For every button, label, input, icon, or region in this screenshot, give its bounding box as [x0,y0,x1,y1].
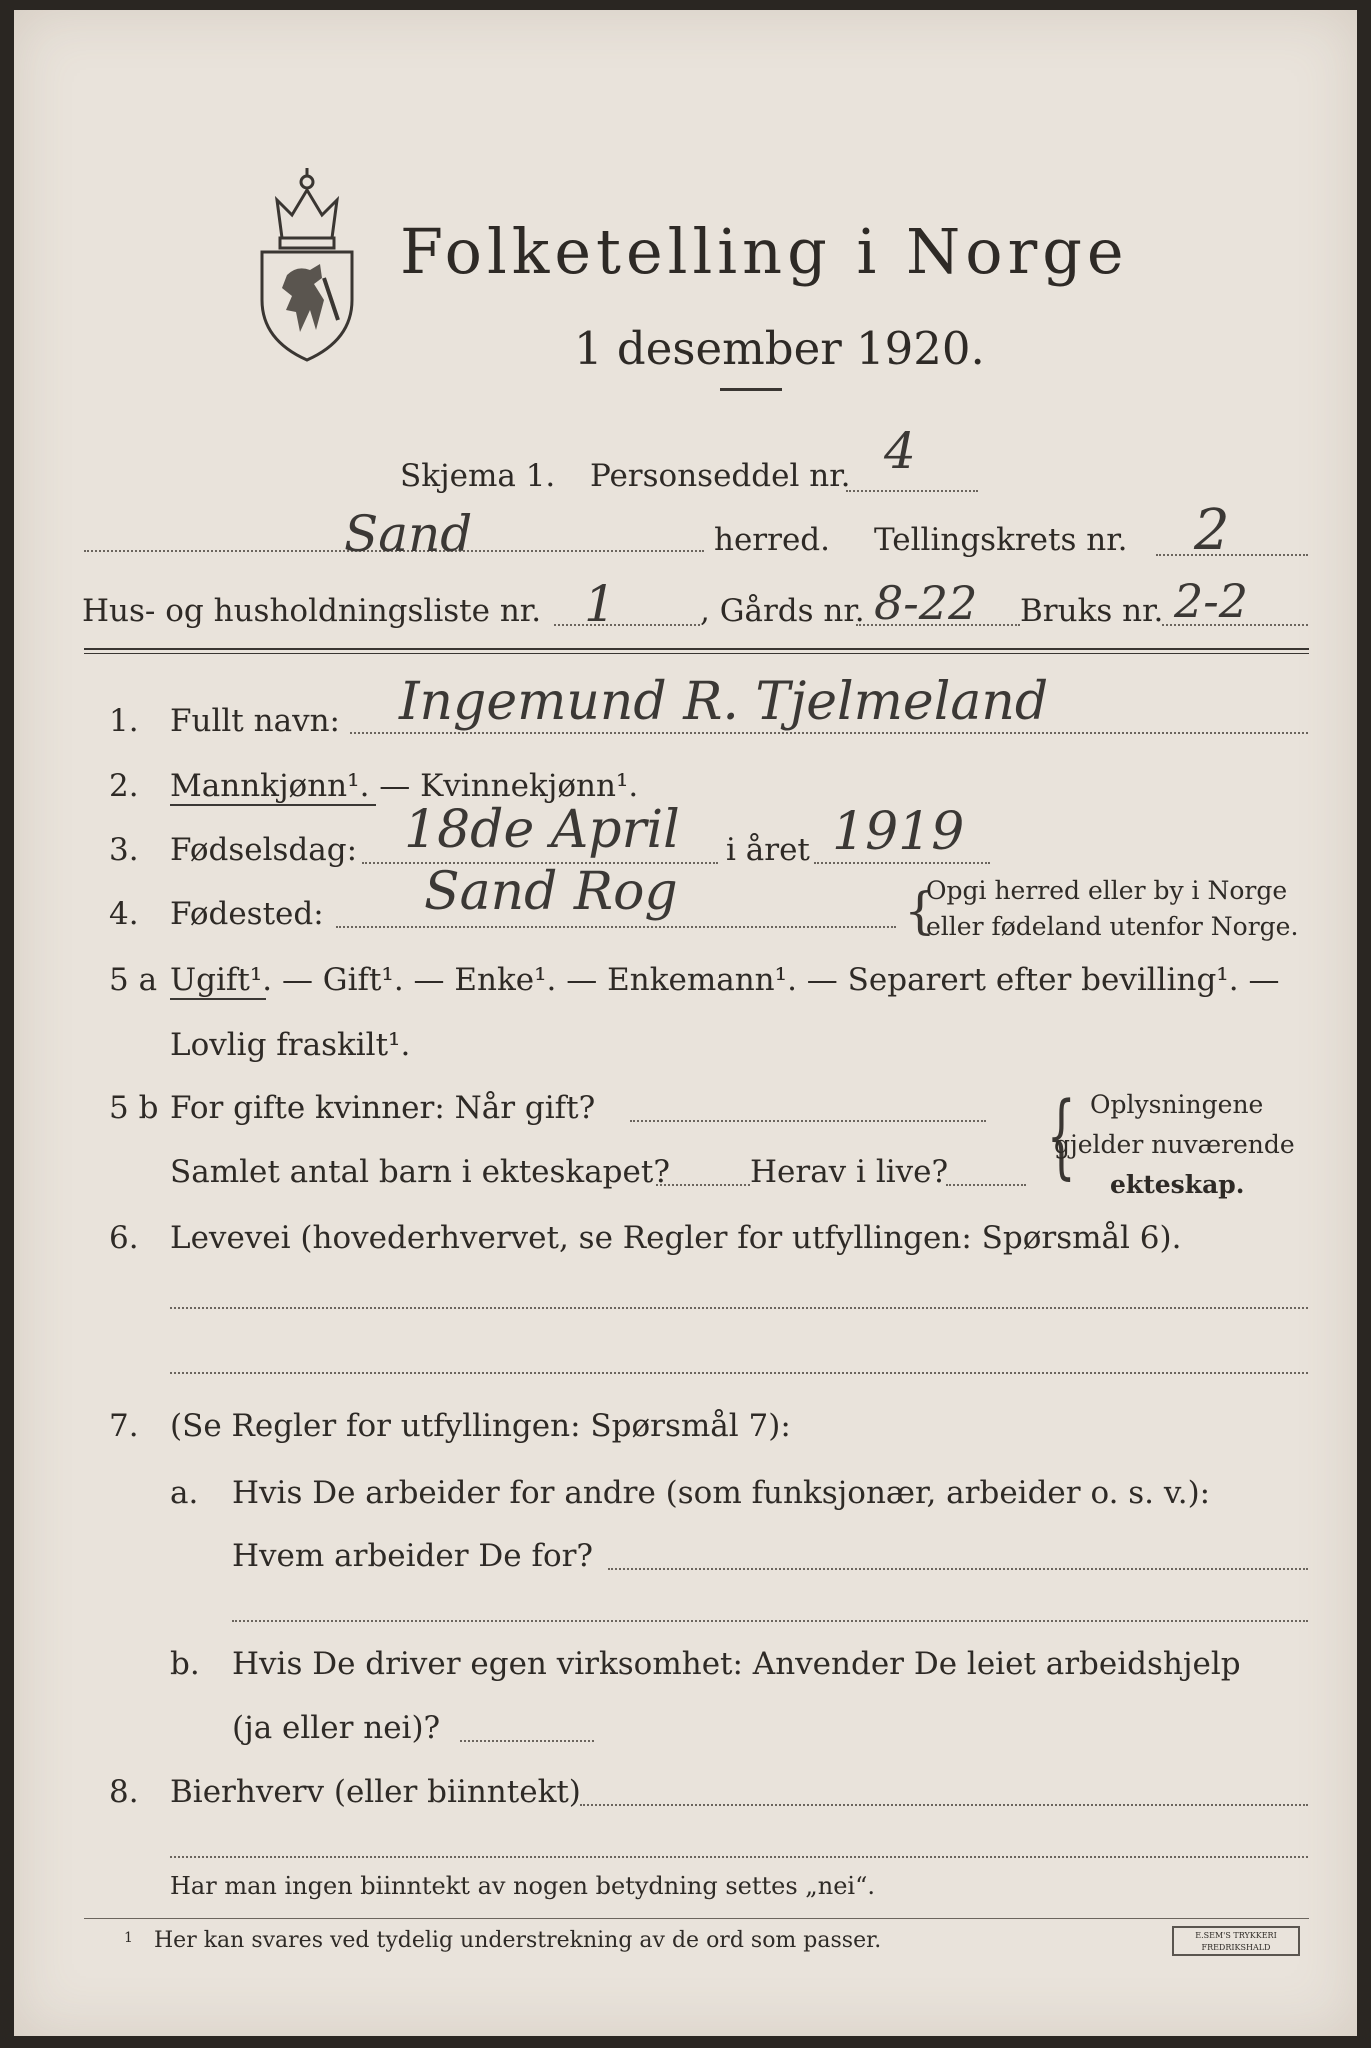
header-rule-top [84,648,1309,650]
tellingskrets-value[interactable]: 2 [1194,498,1230,563]
q5a-text-line2: Lovlig fraskilt¹. [170,1027,411,1063]
q7a-letter: a. [170,1475,199,1511]
q3-year-value[interactable]: 1919 [832,802,965,862]
q8-line-2 [170,1856,1308,1858]
q1-value[interactable]: Ingemund R. Tjelmeland [399,672,1049,732]
q7a-line-1 [608,1568,1308,1570]
q5b-label3: Herav i live? [750,1154,949,1190]
q2-number: 2. [109,768,139,804]
q6-label: Levevei (hovederhvervet, se Regler for utfyllingen: Spørsmål 6). [170,1220,1182,1256]
q3-value[interactable]: 18de April [404,800,680,860]
herred-label: herred. [714,522,830,558]
personseddel-label: Personseddel nr. [590,458,851,494]
q2-underline-mannkjonn [170,804,376,806]
q4-brace: { [904,882,936,940]
q8-note: Har man ingen biinntekt av nogen betydning settes „nei“. [170,1872,875,1900]
q1-number: 1. [109,703,139,739]
census-form-page [14,10,1357,2036]
footnote-text: Her kan svares ved tydelig understrekning av de ord som passer. [154,1928,882,1953]
q4-label: Fødested: [170,896,324,932]
header-rule-bottom [84,653,1309,654]
q1-line [350,732,1308,734]
tellingskrets-line [1156,554,1308,556]
q3-year-label: i året [726,832,810,868]
q7a-text: Hvis De arbeider for andre (som funksjonær, arbeider o. s. v.): [232,1475,1211,1511]
q5b-label: For gifte kvinner: Når gift? [170,1090,596,1126]
q5b-line [630,1120,986,1122]
printer-stamp-line2: FREDRIKSHALD [1201,1943,1271,1952]
q3-label: Fødselsdag: [170,832,358,868]
q5b-number: 5 b [109,1090,159,1126]
q7a-text-line2: Hvem arbeider De for? [232,1538,594,1574]
hus-line [554,624,700,626]
q5a-text: Ugift¹. — Gift¹. — Enke¹. — Enkemann¹. — Separert efter bevilling¹. — [170,962,1280,998]
q5b-label2: Samlet antal barn i ekteskapet? [170,1154,670,1190]
q7b-line [460,1740,594,1742]
q6-line-2 [170,1372,1308,1374]
q7b-text: Hvis De driver egen virksomhet: Anvender De leiet arbeidshjelp [232,1646,1241,1682]
form-title: Folketelling i Norge [400,215,1129,288]
q6-number: 6. [109,1220,139,1256]
q5b-note-line3: ekteskap. [1110,1170,1245,1199]
herred-value[interactable]: Sand [344,505,473,563]
bruks-value[interactable]: 2-2 [1174,574,1249,628]
hus-value[interactable]: 1 [584,575,616,633]
q5b-note-line2: gjelder nuværende [1054,1130,1295,1159]
q7a-line-2 [232,1620,1308,1622]
q1-label: Fullt navn: [170,703,340,739]
gards-label: , Gårds nr. [700,593,865,629]
form-date: 1 desember 1920. [574,322,985,375]
q4-value[interactable]: Sand Rog [424,862,678,922]
q8-number: 8. [109,1774,139,1810]
q7-number: 7. [109,1408,139,1444]
q4-note-line2: eller fødeland utenfor Norge. [926,912,1299,941]
q7b-text-line2: (ja eller nei)? [232,1710,441,1746]
q4-number: 4. [109,896,139,932]
printer-stamp-line1: E.SEM'S TRYKKERI [1195,1931,1277,1940]
q8-line-1 [580,1804,1308,1806]
personseddel-value[interactable]: 4 [884,422,916,480]
q4-line [336,926,896,928]
q3-number: 3. [109,832,139,868]
q5b-children-line [656,1184,750,1186]
coat-of-arms-icon [242,160,372,365]
q5a-underline-ugift [170,998,266,1000]
personseddel-line [846,490,978,492]
q5b-note-line1: Oplysningene [1090,1090,1264,1119]
q7b-letter: b. [170,1646,200,1682]
q2-text: Mannkjønn¹. — Kvinnekjønn¹. [170,768,639,804]
q7-label: (Se Regler for utfyllingen: Spørsmål 7): [170,1408,791,1444]
q8-label: Bierhverv (eller biinntekt) [170,1774,581,1810]
q4-note-line1: Opgi herred eller by i Norge [926,876,1288,905]
title-divider [720,388,782,391]
q5b-alive-line [946,1184,1026,1186]
bruks-label: Bruks nr. [1020,593,1164,629]
skjema-label: Skjema 1. [400,458,556,494]
footer-rule [84,1918,1309,1919]
hus-label: Hus- og husholdningsliste nr. [82,593,542,629]
tellingskrets-label: Tellingskrets nr. [874,522,1128,558]
printer-stamp [1172,1926,1300,1956]
footnote-mark: 1 [124,1930,133,1946]
q5a-number: 5 a [109,962,158,998]
gards-value[interactable]: 8-22 [874,576,978,630]
q5b-brace: { [1046,1082,1076,1189]
q6-line-1 [170,1307,1308,1309]
q3-year-line [814,862,990,864]
